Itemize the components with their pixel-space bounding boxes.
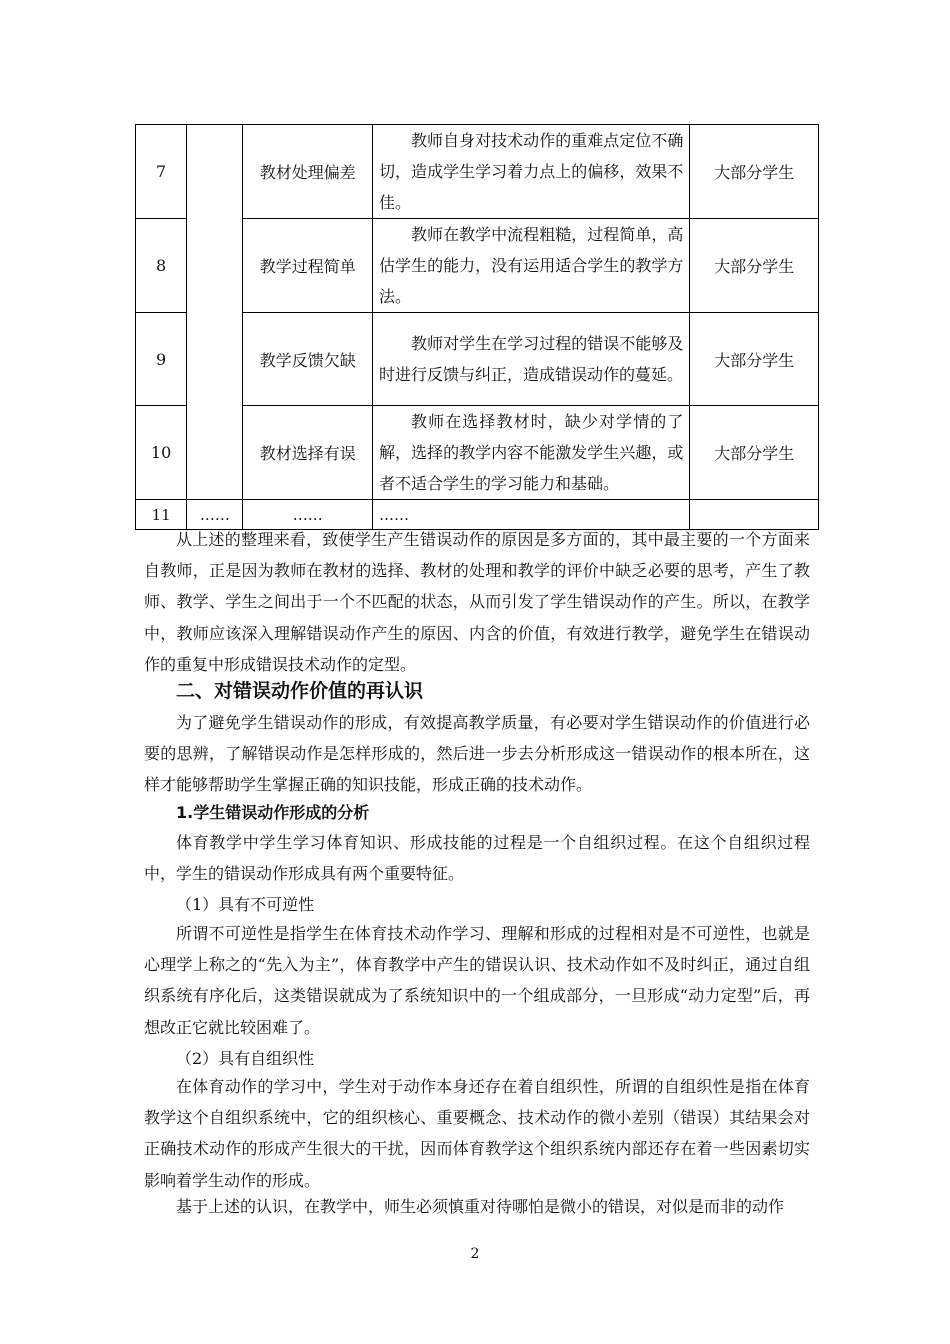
row-number: 7 <box>136 125 187 219</box>
cause-description: 教师自身对技术动作的重难点定位不确切，造成学生学习着力点上的偏移，效果不佳。 <box>373 125 690 219</box>
subsection-heading: 1.学生错误动作形成的分析 <box>176 803 370 822</box>
paragraph <box>144 918 810 1043</box>
table-row <box>136 125 819 219</box>
affected-students: 大部分学生 <box>690 313 819 406</box>
page-number: 2 <box>470 1246 480 1262</box>
error-cause-table <box>135 124 819 530</box>
paragraph <box>144 707 810 801</box>
sub-heading: （2）具有自组织性 <box>176 1049 315 1068</box>
paragraph-text: 从上述的整理来看，致使学生产生错误动作的原因是多方面的，其中最主要的一个方面来自教师，正是因为教师在教材的选择、教材的处理和教学的评价中缺乏必要的思考，产生了教师、教学、学生之间出于一个不匹配的状态，从而引发了学生错误动作的产生。所以，在教学中，教师应该深入理解错误动作产生的原因、内含的价值，有效进行教学，避免学生在错误动作的重复中形成错误技术动作的定型。 <box>144 530 810 674</box>
cause-description: 教师在教学中流程粗糙，过程简单，高估学生的能力，没有运用适合学生的教学方法。 <box>373 219 690 313</box>
paragraph-text: 在体育动作的学习中，学生对于动作本身还存在着自组织性，所谓的自组织性是指在体育教学这个自组织系统中，它的组织核心、重要概念、技术动作的微小差别（错误）其结果会对正确技术动作的形成产生很大的干扰，因而体育教学这个组织系统内部还存在着一些因素切实影响着学生动作的形成。 <box>144 1077 810 1190</box>
cause-description: 教师对学生在学习过程的错误不能够及时进行反馈与纠正，造成错误动作的蔓延。 <box>373 313 690 406</box>
cause-name: 教学反馈欠缺 <box>243 313 373 406</box>
cause-name: 教学过程简单 <box>243 219 373 313</box>
affected-students: 大部分学生 <box>690 406 819 500</box>
cause-name: …… <box>243 500 373 530</box>
affected-students: 大部分学生 <box>690 219 819 313</box>
paragraph-text: 为了避免学生错误动作的形成，有效提高教学质量，有必要对学生错误动作的价值进行必要的思辨，了解错误动作是怎样形成的，然后进一步去分析形成这一错误动作的根本所在，这样才能够帮助学生掌握正确的知识技能，形成正确的技术动作。 <box>144 713 810 795</box>
cause-name: 教材处理偏差 <box>243 125 373 219</box>
row-number: 9 <box>136 313 187 406</box>
row-number: 8 <box>136 219 187 313</box>
category-cell <box>187 125 243 500</box>
row-number: 11 <box>136 500 187 530</box>
sub-heading: （1）具有不可逆性 <box>176 895 315 914</box>
paragraph-text: 基于上述的认识，在教学中，师生必须慎重对待哪怕是微小的错误，对似是而非的动作 <box>176 1197 785 1216</box>
section-heading: 二、对错误动作价值的再认识 <box>176 680 424 702</box>
affected-students: 大部分学生 <box>690 125 819 219</box>
row-number: 10 <box>136 406 187 500</box>
category-cell: …… <box>187 500 243 530</box>
cause-description: …… <box>373 500 690 530</box>
paragraph <box>144 1191 810 1222</box>
paragraph <box>144 1071 810 1196</box>
cause-description: 教师在选择教材时，缺少对学情的了解，选择的教学内容不能激发学生兴趣，或者不适合学生的学习能力和基础。 <box>373 406 690 500</box>
paragraph <box>144 827 810 889</box>
paragraph <box>144 524 810 680</box>
paragraph-text: 体育教学中学生学习体育知识、形成技能的过程是一个自组织过程。在这个自组织过程中，学生的错误动作形成具有两个重要特征。 <box>144 833 810 884</box>
cause-name: 教材选择有误 <box>243 406 373 500</box>
paragraph-text: 所谓不可逆性是指学生在体育技术动作学习、理解和形成的过程相对是不可逆性，也就是心理学上称之的“先入为主”，体育教学中产生的错误认识、技术动作如不及时纠正，通过自组织系统有序化后，这类错误就成为了系统知识中的一个组成部分，一旦形成“动力定型”后，再想改正它就比较困难了。 <box>144 924 810 1037</box>
